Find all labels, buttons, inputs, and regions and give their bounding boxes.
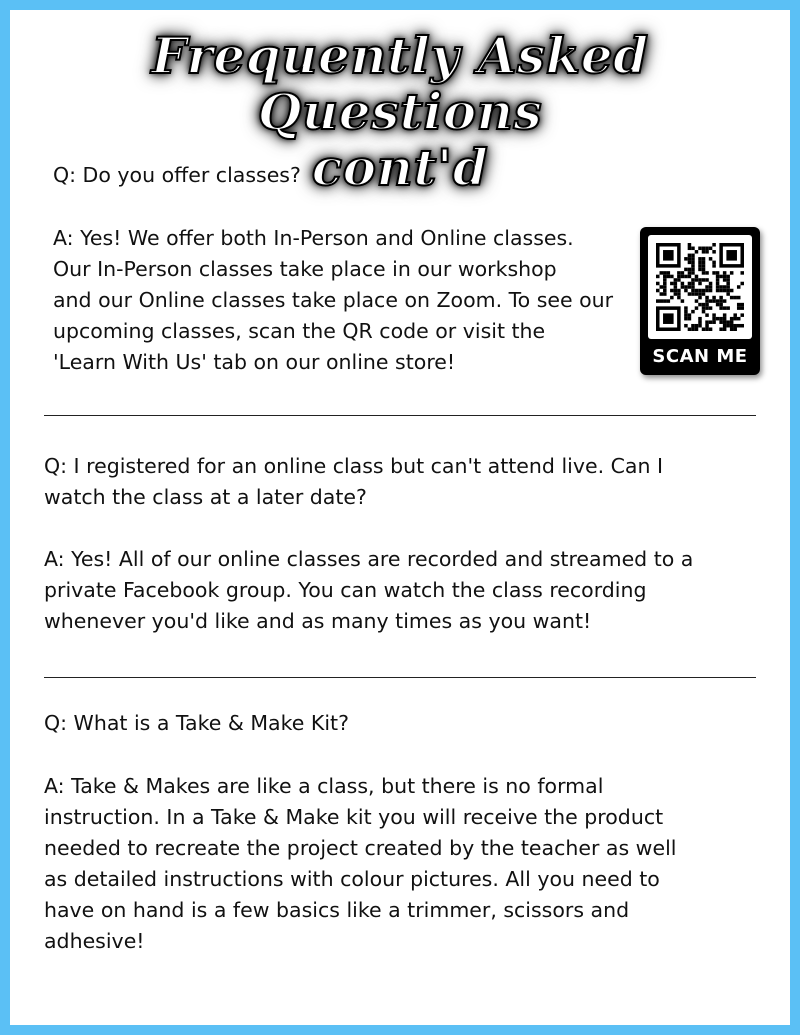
qr-code-image	[648, 235, 752, 339]
faq-answer-1: A: Yes! We offer both In-Person and Online classes. Our In-Person classes take place in our workshop and our Online classes take place on Zoom. To see our upcoming classes, scan the QR code or visit the 'Learn With Us' tab on our online store!	[53, 226, 614, 374]
faq-answer-2: A: Yes! All of our online classes are recorded and streamed to a private Facebook group. You can watch the class recording whenever you'd like and as many times as you want!	[44, 547, 694, 633]
faq-page	[10, 10, 790, 1025]
title-line-1: Frequently Asked Questions	[151, 26, 649, 141]
title-line-2: cont'd	[311, 138, 489, 197]
faq-question-1: Q: Do you offer classes?	[53, 163, 301, 187]
faq-question-3: Q: What is a Take & Make Kit?	[44, 711, 349, 735]
faq-question-2: Q: I registered for an online class but can't attend live. Can I watch the class at a later date?	[44, 454, 664, 509]
qr-code[interactable]	[640, 227, 760, 375]
divider-2	[44, 677, 756, 678]
qr-pattern	[656, 243, 744, 331]
faq-answer-3: A: Take & Makes are like a class, but there is no formal instruction. In a Take & Make kit you will receive the product needed to recreate the project created by the teacher as well as detailed instructions with colour pictures. All you need to have on hand is a few basics like a trimmer, scissors and adhesive!	[44, 774, 677, 953]
qr-scan-label: SCAN ME	[652, 346, 748, 367]
divider-1	[44, 415, 756, 416]
